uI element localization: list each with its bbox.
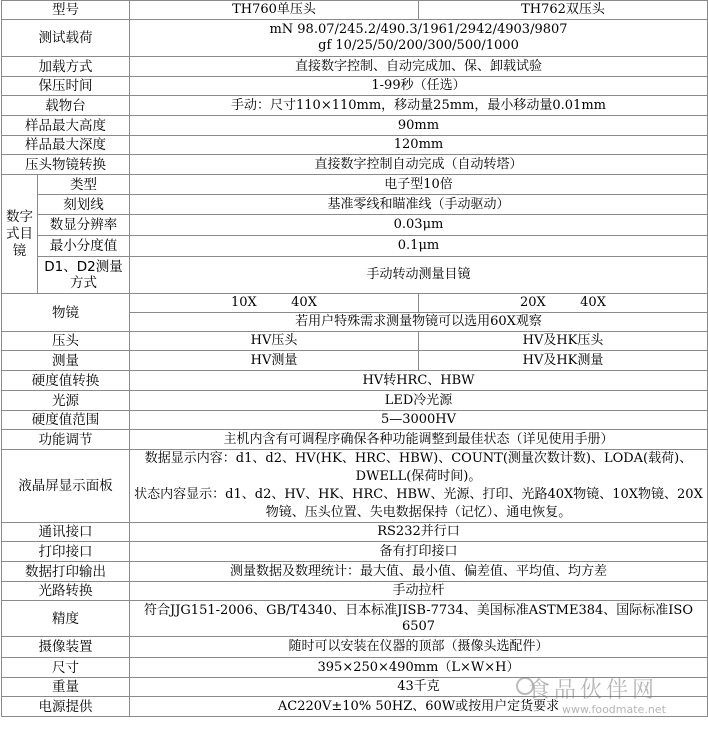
row-eyepiece-type <box>2 175 708 195</box>
test-force-mn: mN 98.07/245.2/490.3/1961/2942/4903/9807 <box>269 22 568 37</box>
label-max-height: 样品最大高度 <box>2 116 130 136</box>
row-print-port <box>2 542 708 562</box>
row-objective <box>2 294 708 313</box>
model-single: TH760单压头 <box>130 1 419 20</box>
label-eyepiece-type: 类型 <box>38 175 130 195</box>
row-comm <box>2 523 708 542</box>
measure-single: HV测量 <box>130 351 419 371</box>
label-print-port: 打印接口 <box>2 542 130 562</box>
indenter-dual: HV及HK压头 <box>419 332 708 351</box>
optical-value: 手动拉杆 <box>130 582 708 601</box>
row-turret <box>2 155 708 175</box>
row-model <box>2 1 708 20</box>
row-test-force <box>2 20 708 57</box>
range-value: 5—3000HV <box>130 411 708 430</box>
lcd-value <box>130 450 708 523</box>
label-size: 尺寸 <box>2 658 130 678</box>
row-resolution <box>2 215 708 236</box>
row-min-division <box>2 236 708 257</box>
test-force-values <box>130 20 708 57</box>
label-indenter: 压头 <box>2 332 130 351</box>
row-d1d2 <box>2 257 708 294</box>
label-eyepiece-group: 数字式目镜 <box>2 175 38 294</box>
label-function: 功能调节 <box>2 430 130 450</box>
objective-b1: 20X <box>520 295 546 310</box>
row-power <box>2 697 708 717</box>
row-weight <box>2 678 708 697</box>
label-dwell: 保压时间 <box>2 77 130 96</box>
lcd-status-content: 状态内容显示：d1、d2、HV、HK、HRC、HBW、光源、打印、光路40X物镜、10X物镜、20X物镜、压头位置、失电数据保持（记忆）、通电恢复。 <box>134 487 703 520</box>
row-lcd <box>2 450 708 523</box>
size-value: 395×250×490mm（L×W×H） <box>130 658 708 678</box>
lcd-data-content: 数据显示内容：d1、d2、HV(HK、HRC、HBW)、COUNT(测量次数计数)、LODA(载荷)、DWELL(保荷时间)。 <box>144 451 693 484</box>
row-function <box>2 430 708 450</box>
row-loading <box>2 57 708 77</box>
stage-value: 手动：尺寸110×110mm，移动量25mm，最小移动量0.01mm <box>130 96 708 116</box>
row-light <box>2 391 708 411</box>
label-resolution: 数显分辨率 <box>38 215 130 236</box>
light-value: LED冷光源 <box>130 391 708 411</box>
reticle-value: 基准零线和瞄准线（手动驱动） <box>130 195 708 215</box>
label-measure: 测量 <box>2 351 130 371</box>
objective-a1: 10X <box>231 295 257 310</box>
d1d2-value: 手动转动测量目镜 <box>130 257 708 294</box>
row-camera <box>2 637 708 658</box>
power-value: AC220V±10% 50HZ、60W或按用户定货要求 <box>130 697 708 717</box>
eyepiece-type-value: 电子型10倍 <box>130 175 708 195</box>
row-measure <box>2 351 708 371</box>
row-size <box>2 658 708 678</box>
row-print-out <box>2 562 708 582</box>
turret-value: 直接数字控制自动完成（自动转塔） <box>130 155 708 175</box>
row-stage <box>2 96 708 116</box>
test-force-gf: gf 10/25/50/200/300/500/1000 <box>318 38 519 53</box>
objective-a <box>130 294 419 313</box>
label-light: 光源 <box>2 391 130 411</box>
label-conversion: 硬度值转换 <box>2 371 130 391</box>
label-lcd: 液晶屏显示面板 <box>2 450 130 523</box>
label-max-depth: 样品最大深度 <box>2 136 130 155</box>
row-max-depth <box>2 136 708 155</box>
weight-value: 43千克 <box>130 678 708 697</box>
label-weight: 重量 <box>2 678 130 697</box>
resolution-value: 0.03μm <box>130 215 708 236</box>
dwell-value: 1-99秒（任选） <box>130 77 708 96</box>
print-out-value: 测量数据及数理统计：最大值、最小值、偏差值、平均值、均方差 <box>130 562 708 582</box>
objective-b <box>419 294 708 313</box>
label-comm: 通讯接口 <box>2 523 130 542</box>
label-camera: 摄像装置 <box>2 637 130 658</box>
label-turret: 压头物镜转换 <box>2 155 130 175</box>
print-port-value: 备有打印接口 <box>130 542 708 562</box>
label-stage: 载物台 <box>2 96 130 116</box>
function-value: 主机内含有可调程序确保各种功能调整到最佳状态（详见使用手册） <box>130 430 708 450</box>
row-range <box>2 411 708 430</box>
objective-a2: 40X <box>291 295 317 310</box>
row-reticle <box>2 195 708 215</box>
label-range: 硬度值范围 <box>2 411 130 430</box>
row-accuracy <box>2 601 708 637</box>
objective-b2: 40X <box>580 295 606 310</box>
row-max-height <box>2 116 708 136</box>
label-d1d2: D1、D2测量方式 <box>38 257 130 294</box>
model-dual: TH762双压头 <box>419 1 708 20</box>
label-min-division: 最小分度值 <box>38 236 130 257</box>
conversion-value: HV转HRC、HBW <box>130 371 708 391</box>
label-model: 型号 <box>2 1 130 20</box>
max-depth-value: 120mm <box>130 136 708 155</box>
indenter-single: HV压头 <box>130 332 419 351</box>
label-loading: 加载方式 <box>2 57 130 77</box>
label-optical: 光路转换 <box>2 582 130 601</box>
watermark-text: 食品伙伴网 <box>528 678 659 703</box>
label-reticle: 刻划线 <box>38 195 130 215</box>
label-print-out: 数据打印输出 <box>2 562 130 582</box>
min-division-value: 0.1μm <box>130 236 708 257</box>
camera-value: 随时可以安装在仪器的顶部（摄像头选配件） <box>130 637 708 658</box>
label-power: 电源提供 <box>2 697 130 717</box>
objective-note: 若用户特殊需求测量物镜可以选用60X观察 <box>130 313 708 332</box>
row-indenter <box>2 332 708 351</box>
spec-table <box>1 0 708 717</box>
loading-value: 直接数字控制、自动完成加、保、卸载试验 <box>130 57 708 77</box>
watermark-url: www.foodmate.net <box>562 703 666 716</box>
accuracy-value: 符合JJG151-2006、GB/T4340、日本标准JISB-7734、美国标准ASTME384、国际标准ISO 6507 <box>130 601 708 637</box>
row-dwell <box>2 77 708 96</box>
label-accuracy: 精度 <box>2 601 130 637</box>
max-height-value: 90mm <box>130 116 708 136</box>
label-objective: 物镜 <box>2 294 130 332</box>
measure-dual: HV及HK测量 <box>419 351 708 371</box>
row-conversion <box>2 371 708 391</box>
label-test-force: 测试载荷 <box>2 20 130 57</box>
row-optical <box>2 582 708 601</box>
comm-value: RS232并行口 <box>130 523 708 542</box>
